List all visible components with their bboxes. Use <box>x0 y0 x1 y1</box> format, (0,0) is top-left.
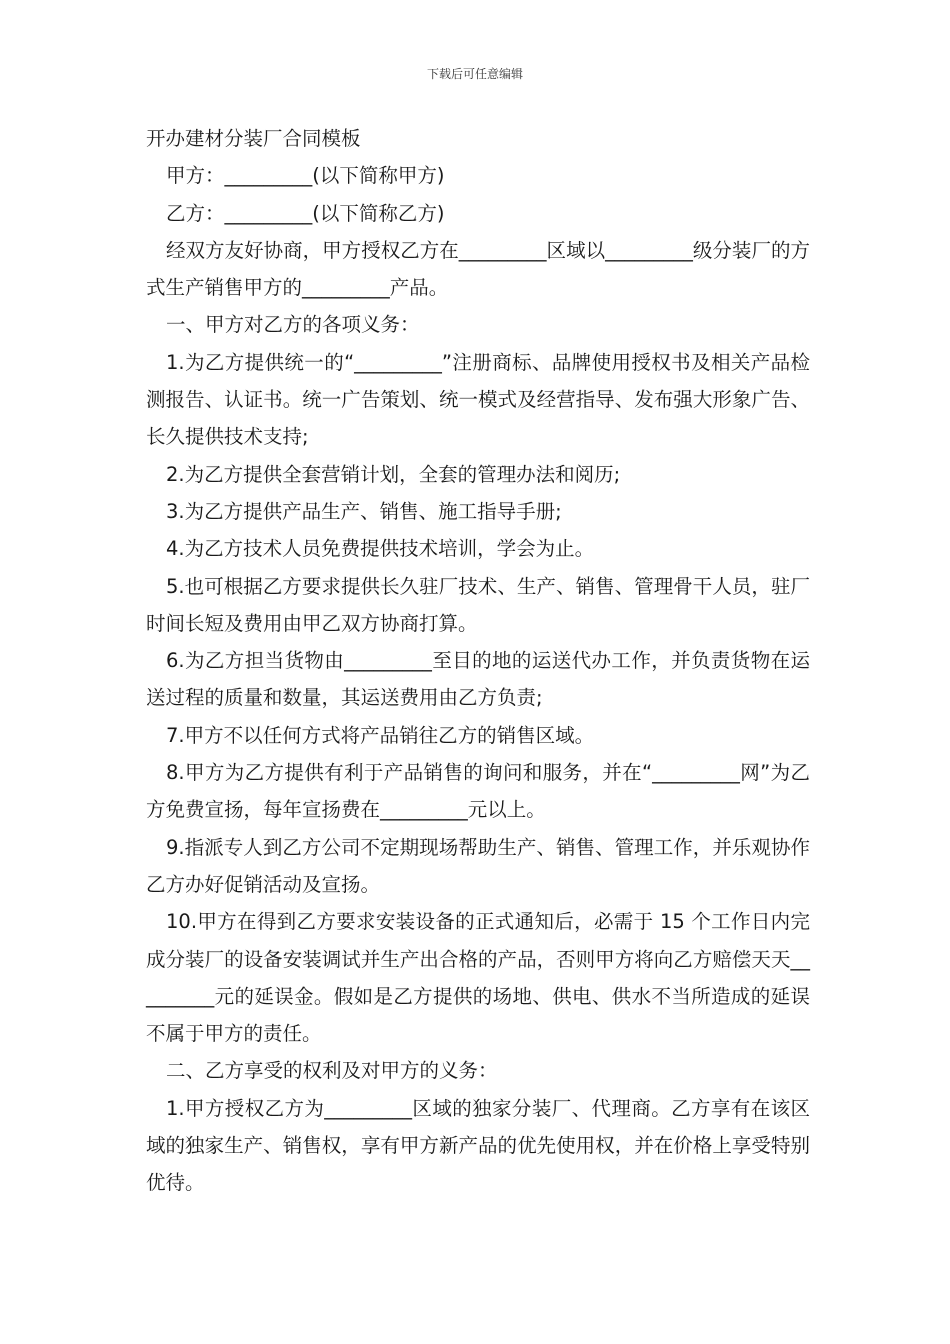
preamble-paragraph: 经双方友好协商，甲方授权乙方在_________区域以_________级分装厂的方式生产销售甲方的_________产品。 <box>146 238 810 300</box>
section-heading-party-a: 一、甲方对乙方的各项义务： <box>166 313 420 337</box>
clause-a-2: 2.为乙方提供全套营销计划，全套的管理办法和阅历; <box>166 462 621 486</box>
clause-a-10: 10.甲方在得到乙方要求安装设备的正式通知后，必需于 15 个工作日内完成分装厂的设备安装调试并生产出合格的产品，否则甲方将向乙方赔偿天天_________元的延误金。假如是乙方提供的场地、供电、供水不当所造成的延误不属于甲方的责任。 <box>146 910 810 1046</box>
clause-a-3: 3.为乙方提供产品生产、销售、施工指导手册; <box>166 499 562 523</box>
clause-a-9: 9.指派专人到乙方公司不定期现场帮助生产、销售、管理工作，并乐观协作乙方办好促销活动及宣扬。 <box>146 835 810 896</box>
document-body <box>146 120 810 1202</box>
clause-a-8: 8.甲方为乙方提供有利于产品销售的询问和服务，并在“_________网”为乙方免费宣扬，每年宣扬费在_________元以上。 <box>146 761 810 822</box>
clause-a-1: 1.为乙方提供统一的“_________”注册商标、品牌使用授权书及相关产品检测报告、认证书。统一广告策划、统一模式及经营指导、发布强大形象广告、长久提供技术支持; <box>146 350 810 449</box>
party-a-line: 甲方：_________(以下简称甲方) <box>166 164 445 188</box>
document-title: 开办建材分装厂合同模板 <box>146 127 361 150</box>
party-b-line: 乙方：_________(以下简称乙方) <box>166 201 445 225</box>
page-header: 下载后可任意编辑 <box>426 67 523 81</box>
clause-a-6: 6.为乙方担当货物由_________至目的地的运送代办工作，并负责货物在运送过程的质量和数量，其运送费用由乙方负责; <box>146 649 810 710</box>
section-heading-party-b: 二、乙方享受的权利及对甲方的义务： <box>166 1059 498 1083</box>
clause-a-7: 7.甲方不以任何方式将产品销往乙方的销售区域。 <box>166 723 595 747</box>
clause-a-4: 4.为乙方技术人员免费提供技术培训，学会为止。 <box>166 537 595 561</box>
clause-b-1: 1.甲方授权乙方为_________区域的独家分装厂、代理商。乙方享有在该区域的独家生产、销售权，享有甲方新产品的优先使用权，并在价格上享受特别优待。 <box>146 1096 810 1195</box>
clause-a-5: 5.也可根据乙方要求提供长久驻厂技术、生产、销售、管理骨干人员，驻厂时间长短及费用由甲乙双方协商打算。 <box>146 574 810 635</box>
